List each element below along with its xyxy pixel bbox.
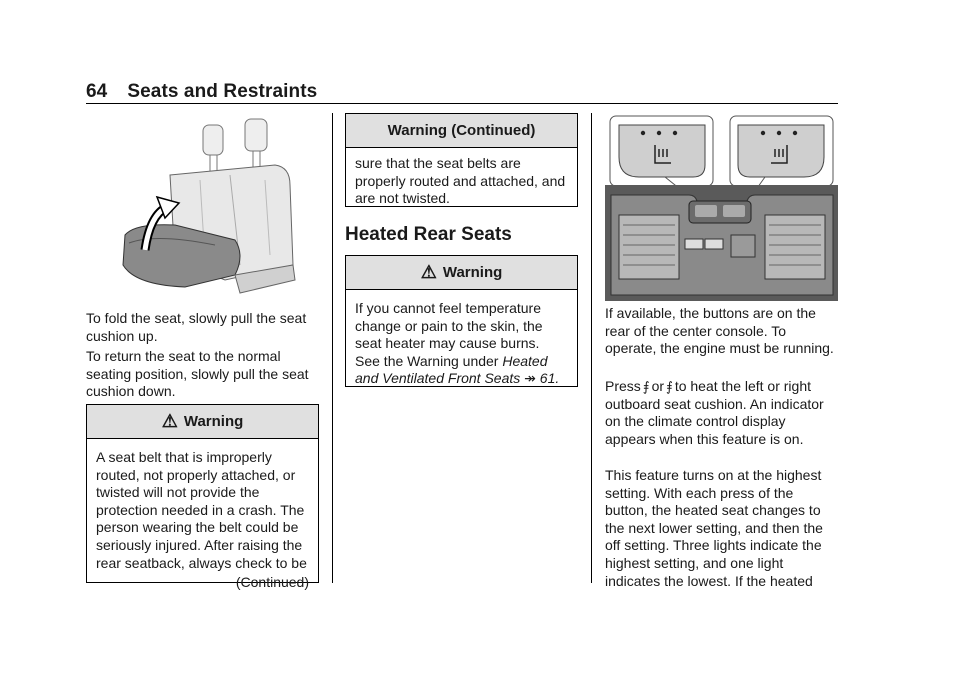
cross-reference-link[interactable]: Heated and Ventilated Front Seats	[355, 352, 548, 387]
console-buttons-text: If available, the buttons are on the rear of the center console. To operate, the engine must be running.	[605, 305, 834, 357]
warning-body	[346, 290, 577, 388]
warning-text: If you cannot feel temperature change or pain to the skin, the seat heater may cause burns. See the Warning under	[355, 300, 543, 369]
page-header	[86, 81, 317, 103]
warning-box-heated-seats	[345, 255, 578, 387]
warning-box-continued	[345, 113, 578, 207]
column-divider-1	[332, 113, 333, 583]
column-divider-2	[591, 113, 592, 583]
section-title: Seats and Restraints	[127, 81, 318, 102]
warning-header	[87, 405, 318, 439]
warning-title: Warning	[183, 413, 244, 430]
press-instructions: Press ⨎ or ⨎ to heat the left or right outboard seat cushion. An indicator on the climate control display appears when this feature is on.	[605, 378, 824, 447]
warning-text: A seat belt that is improperly routed, not properly attached, or twisted will not provide the protection needed in a crash. The person wearing the belt could be seriously injured. After raising the rear seatback, always check to be	[96, 449, 307, 571]
warning-body	[87, 439, 318, 592]
heated-seat-right-icon: ⨎	[666, 379, 673, 394]
warning-icon: ⚠	[420, 262, 437, 282]
warning-icon: ⚠	[161, 411, 178, 431]
warning-box-seatbelt	[86, 404, 319, 591]
header-rule	[86, 103, 838, 104]
fold-instructions: To fold the seat, slowly pull the seat cushion up.	[86, 310, 307, 344]
page-reference[interactable]: 61.	[539, 370, 560, 387]
warning-title: Warning	[442, 264, 503, 281]
warning-cont-header: Warning (Continued)	[346, 114, 577, 148]
center-console-illustration	[605, 113, 838, 301]
warning-cont-body: sure that the seat belts are properly routed and attached, and are not twisted.	[355, 155, 566, 207]
section-heading: Heated Rear Seats	[345, 224, 512, 245]
return-instructions: To return the seat to the normal seating position, slowly pull the seat cushion down.	[86, 348, 309, 400]
page-number: 64	[86, 81, 108, 102]
rear-seat-fold-illustration	[115, 115, 305, 305]
warning-header	[346, 256, 577, 290]
arrow-ref-icon: ↠	[524, 370, 536, 387]
heated-seat-left-icon: ⨎	[642, 379, 650, 394]
setting-levels-text: This feature turns on at the highest setting. With each press of the button, the heated seat changes to the next lower setting, and then the off setting. Three lights indicate the highest setting, and one light indicates the lowest. If the heated	[605, 467, 823, 589]
continued-label: (Continued)	[235, 574, 309, 591]
